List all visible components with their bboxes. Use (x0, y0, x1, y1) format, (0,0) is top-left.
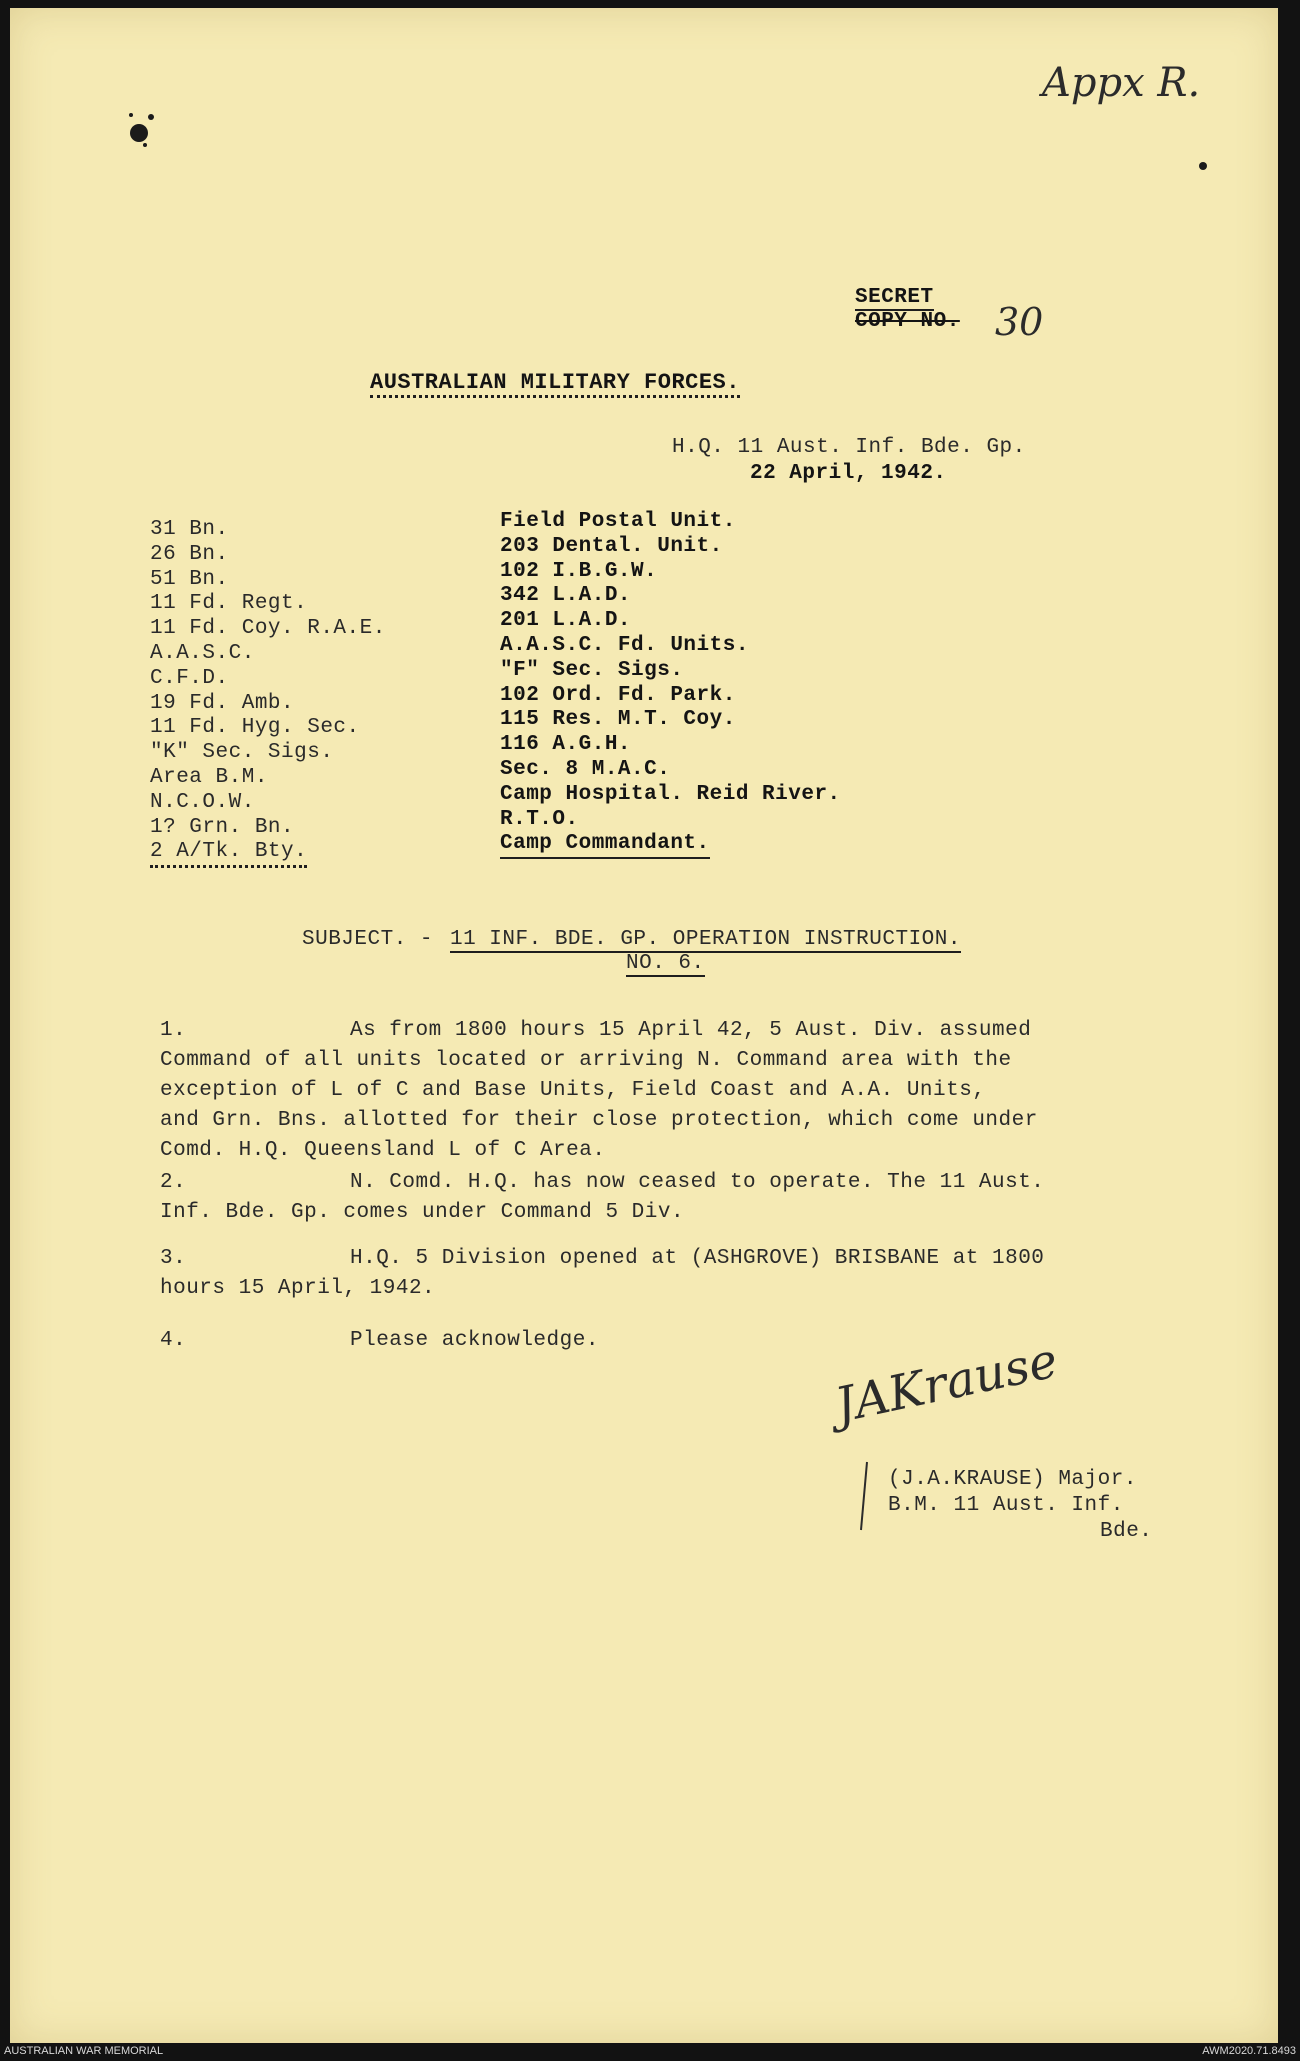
distribution-item: 201 L.A.D. (500, 609, 632, 633)
paragraph-number: 1. (160, 1019, 187, 1042)
secret-stamp: SECRET (855, 286, 934, 309)
subject-label: SUBJECT. - (302, 928, 434, 951)
subject-title: 11 INF. BDE. GP. OPERATION INSTRUCTION. (450, 928, 961, 951)
distribution-item: Camp Hospital. Reid River. (500, 782, 841, 806)
paragraph-text: Command of all units located or arriving N. Command area with the (160, 1049, 1012, 1072)
distribution-item: 11 Fd. Regt. (150, 592, 308, 616)
distribution-item: 102 Ord. Fd. Park. (500, 683, 736, 707)
page-title: AUSTRALIAN MILITARY FORCES. (370, 370, 740, 398)
distribution-item: 102 I.B.G.W. (500, 559, 658, 583)
distribution-item: Camp Commandant. (500, 832, 710, 859)
subject-number: NO. 6. (626, 952, 705, 975)
paragraph-text: Comd. H.Q. Queensland L of C Area. (160, 1139, 606, 1162)
ink-mark-icon (1195, 158, 1215, 174)
paragraph-text: H.Q. 5 Division opened at (ASHGROVE) BRISBANE at 1800 (350, 1247, 1045, 1270)
distribution-item: 19 Fd. Amb. (150, 691, 295, 715)
distribution-item: "F" Sec. Sigs. (500, 658, 684, 682)
paragraph-text: hours 15 April, 1942. (160, 1277, 436, 1300)
paragraph-text: and Grn. Bns. allotted for their close protection, which come under (160, 1109, 1038, 1132)
distribution-item: 342 L.A.D. (500, 584, 632, 608)
copy-number: 30 (995, 300, 1044, 344)
distribution-item: 115 Res. M.T. Coy. (500, 708, 736, 732)
appendix-annotation: Appx R. (1042, 60, 1201, 106)
paragraph-text: Please acknowledge. (350, 1329, 599, 1352)
paragraph-number: 2. (160, 1171, 187, 1194)
distribution-item: 203 Dental. Unit. (500, 534, 723, 558)
distribution-item: 51 Bn. (150, 567, 229, 591)
footer-institution: AUSTRALIAN WAR MEMORIAL (4, 2045, 164, 2057)
ink-blot-icon (115, 103, 165, 153)
distribution-item: R.T.O. (500, 807, 579, 831)
signatory-title: B.M. 11 Aust. Inf. (888, 1494, 1124, 1517)
paragraph-text: Inf. Bde. Gp. comes under Command 5 Div. (160, 1201, 685, 1224)
paragraph-text: As from 1800 hours 15 April 42, 5 Aust. Div. assumed (350, 1019, 1032, 1042)
copy-label: COPY NO. (855, 310, 960, 333)
distribution-item: Field Postal Unit. (500, 510, 736, 533)
distribution-item: A.A.S.C. (150, 641, 255, 665)
distribution-item: 2 A/Tk. Bty. (150, 840, 307, 868)
distribution-item: C.F.D. (150, 666, 229, 690)
distribution-item: Area B.M. (150, 765, 268, 789)
paragraph-number: 3. (160, 1247, 187, 1270)
paragraph-text: exception of L of C and Base Units, Field Coast and A.A. Units, (160, 1079, 986, 1102)
footer-accession-number: AWM2020.71.8493 (1202, 2045, 1296, 2057)
distribution-list-right (500, 510, 841, 859)
document-date: 22 April, 1942. (750, 462, 947, 485)
distribution-item: 11 Fd. Coy. R.A.E. (150, 617, 386, 641)
distribution-item: 26 Bn. (150, 542, 229, 566)
distribution-item: "K" Sec. Sigs. (150, 741, 334, 765)
signatory-unit: Bde. (1100, 1520, 1153, 1543)
distribution-item: A.A.S.C. Fd. Units. (500, 633, 749, 657)
distribution-item: 31 Bn. (150, 518, 229, 541)
paragraph-text: N. Comd. H.Q. has now ceased to operate. The 11 Aust. (350, 1171, 1045, 1194)
paragraph-number: 4. (160, 1329, 187, 1352)
distribution-list-left (150, 518, 386, 868)
distribution-item: 11 Fd. Hyg. Sec. (150, 716, 360, 740)
distribution-item: Sec. 8 M.A.C. (500, 757, 671, 781)
signatory-name: (J.A.KRAUSE) Major. (888, 1468, 1137, 1491)
paragraph-3 (160, 1244, 1044, 1304)
distribution-item: 1? Grn. Bn. (150, 815, 295, 839)
document-page (10, 8, 1278, 2043)
distribution-item: 116 A.G.H. (500, 733, 632, 757)
paragraph-1 (160, 1016, 1038, 1166)
paragraph-4 (160, 1326, 599, 1356)
signature-stroke-icon (858, 1460, 870, 1532)
handwritten-signature: JAKrause (830, 1332, 1063, 1434)
archive-footer (0, 2043, 1300, 2061)
distribution-item: N.C.O.W. (150, 790, 255, 814)
paragraph-2 (160, 1168, 1044, 1228)
sender-hq: H.Q. 11 Aust. Inf. Bde. Gp. (672, 436, 1026, 459)
